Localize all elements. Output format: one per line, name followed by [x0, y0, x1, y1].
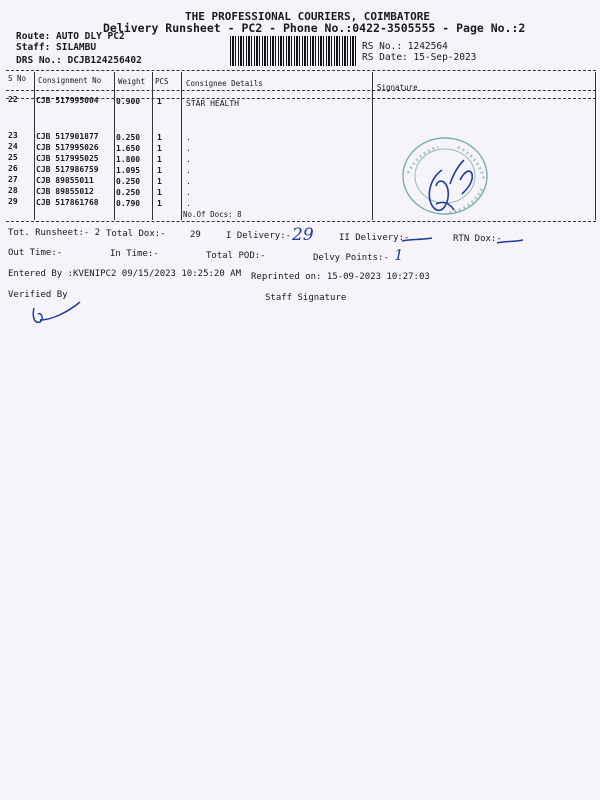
- i-delivery-label: I Delivery:-: [226, 231, 292, 241]
- row-weight: 0.250: [116, 188, 141, 197]
- row-pcs: 1: [157, 133, 162, 142]
- row-consignee: .: [186, 199, 191, 208]
- row-weight: 1.650: [116, 144, 141, 153]
- row-consignment: CJB 517995004: [36, 96, 99, 105]
- delivery-signature: [420, 150, 480, 220]
- row-weight: 0.250: [116, 177, 141, 186]
- row-weight: 0.790: [116, 199, 141, 208]
- row-sno: 23: [8, 131, 18, 140]
- header-sno: S No: [8, 74, 27, 83]
- col-divider: [372, 72, 373, 220]
- header-signature: Signature: [377, 83, 418, 92]
- row-consignee: .: [186, 155, 191, 164]
- verified-by: Verified By: [8, 290, 68, 300]
- row-consignment: CJB 517986759: [36, 165, 99, 174]
- row-pcs: 1: [157, 144, 162, 153]
- col-divider: [595, 72, 596, 220]
- row-pcs: 1: [157, 155, 162, 164]
- row-pcs: 1: [157, 97, 162, 106]
- table-bottom-rule: [6, 221, 596, 222]
- row-sno: 27: [8, 175, 18, 184]
- tot-runsheet: Tot. Runsheet:- 2: [8, 228, 101, 238]
- entered-by: Entered By :KVENIPC2 09/15/2023 10:25:20 AM: [8, 269, 241, 279]
- row-pcs: 1: [157, 188, 162, 197]
- drs-number: DRS No.: DCJB124256402: [16, 55, 142, 66]
- row-consignment: CJB 89855011: [36, 176, 94, 185]
- row-pcs: 1: [157, 199, 162, 208]
- row-consignment: CJB 89855012: [36, 187, 94, 196]
- header-weight: Weight: [118, 77, 146, 86]
- table-header-rule: [6, 90, 596, 91]
- col-divider: [181, 72, 182, 220]
- row-sno: 28: [8, 186, 18, 195]
- reprinted-on: Reprinted on: 15-09-2023 10:27:03: [251, 272, 430, 282]
- row-consignment: CJB 517995026: [36, 143, 99, 152]
- staff-label: Staff: SILAMBU: [16, 42, 97, 53]
- row-consignment: CJB 517901877: [36, 132, 99, 141]
- col-divider: [114, 72, 115, 220]
- ii-delivery-label: II Delivery:-: [339, 233, 410, 243]
- col-divider: [152, 72, 153, 220]
- total-dox-value: 29: [190, 230, 201, 240]
- row-sno: 22: [8, 95, 18, 104]
- company-name: THE PROFESSIONAL COURIERS, COIMBATORE: [185, 10, 431, 23]
- row-sno: 24: [8, 142, 18, 151]
- row-consignment: CJB 517861768: [36, 198, 99, 207]
- row-consignee: .: [186, 166, 191, 175]
- route-label: Route: AUTO DLY PC2: [16, 31, 125, 42]
- row-sno: 26: [8, 164, 18, 173]
- row-consignee: .: [186, 177, 191, 186]
- row-weight: 0.900: [116, 97, 141, 106]
- rs-number: RS No.: 1242564: [362, 41, 448, 52]
- rs-date: RS Date: 15-Sep-2023: [362, 52, 477, 63]
- delvy-points-label: Delvy Points:-: [313, 253, 389, 263]
- row-consignee: .: [186, 188, 191, 197]
- staff-signature-label: Staff Signature: [265, 293, 347, 303]
- verifier-signature: [28, 298, 84, 328]
- row-pcs: 1: [157, 166, 162, 175]
- out-time: Out Time:-: [8, 248, 63, 258]
- barcode: [230, 36, 356, 66]
- col-divider: [34, 72, 35, 220]
- i-delivery-handwritten: 29: [292, 225, 314, 245]
- row-consignee: STAR HEALTH: [186, 99, 239, 108]
- header-pcs: PCS: [155, 77, 169, 86]
- row-weight: 0.250: [116, 133, 141, 142]
- no-of-docs: No.Of Docs: 8: [183, 210, 242, 219]
- row-weight: 1.095: [116, 166, 141, 175]
- table-top-rule: [6, 70, 596, 71]
- rtn-dox-label: RTN Dox:-: [453, 234, 502, 244]
- rtn-dox-dash: [495, 238, 525, 246]
- row-consignee: .: [186, 144, 191, 153]
- header-consignment: Consignment No: [38, 76, 102, 85]
- runsheet-title: Delivery Runsheet - PC2 - Phone No.:0422-3505555 - Page No.:2: [103, 21, 526, 35]
- total-pod: Total POD:-: [206, 251, 266, 261]
- row-sno: 29: [8, 197, 18, 206]
- in-time: In Time:-: [110, 249, 159, 259]
- delvy-points-handwritten: 1: [394, 246, 404, 264]
- header-consignee: Consignee Details: [186, 79, 263, 88]
- ii-delivery-dash: [400, 236, 434, 244]
- row-weight: 1.800: [116, 155, 141, 164]
- row-consignee: .: [186, 133, 191, 142]
- total-dox-label: Total Dox:-: [106, 229, 166, 239]
- row-pcs: 1: [157, 177, 162, 186]
- row-sno: 25: [8, 153, 18, 162]
- row-consignment: CJB 517995025: [36, 154, 99, 163]
